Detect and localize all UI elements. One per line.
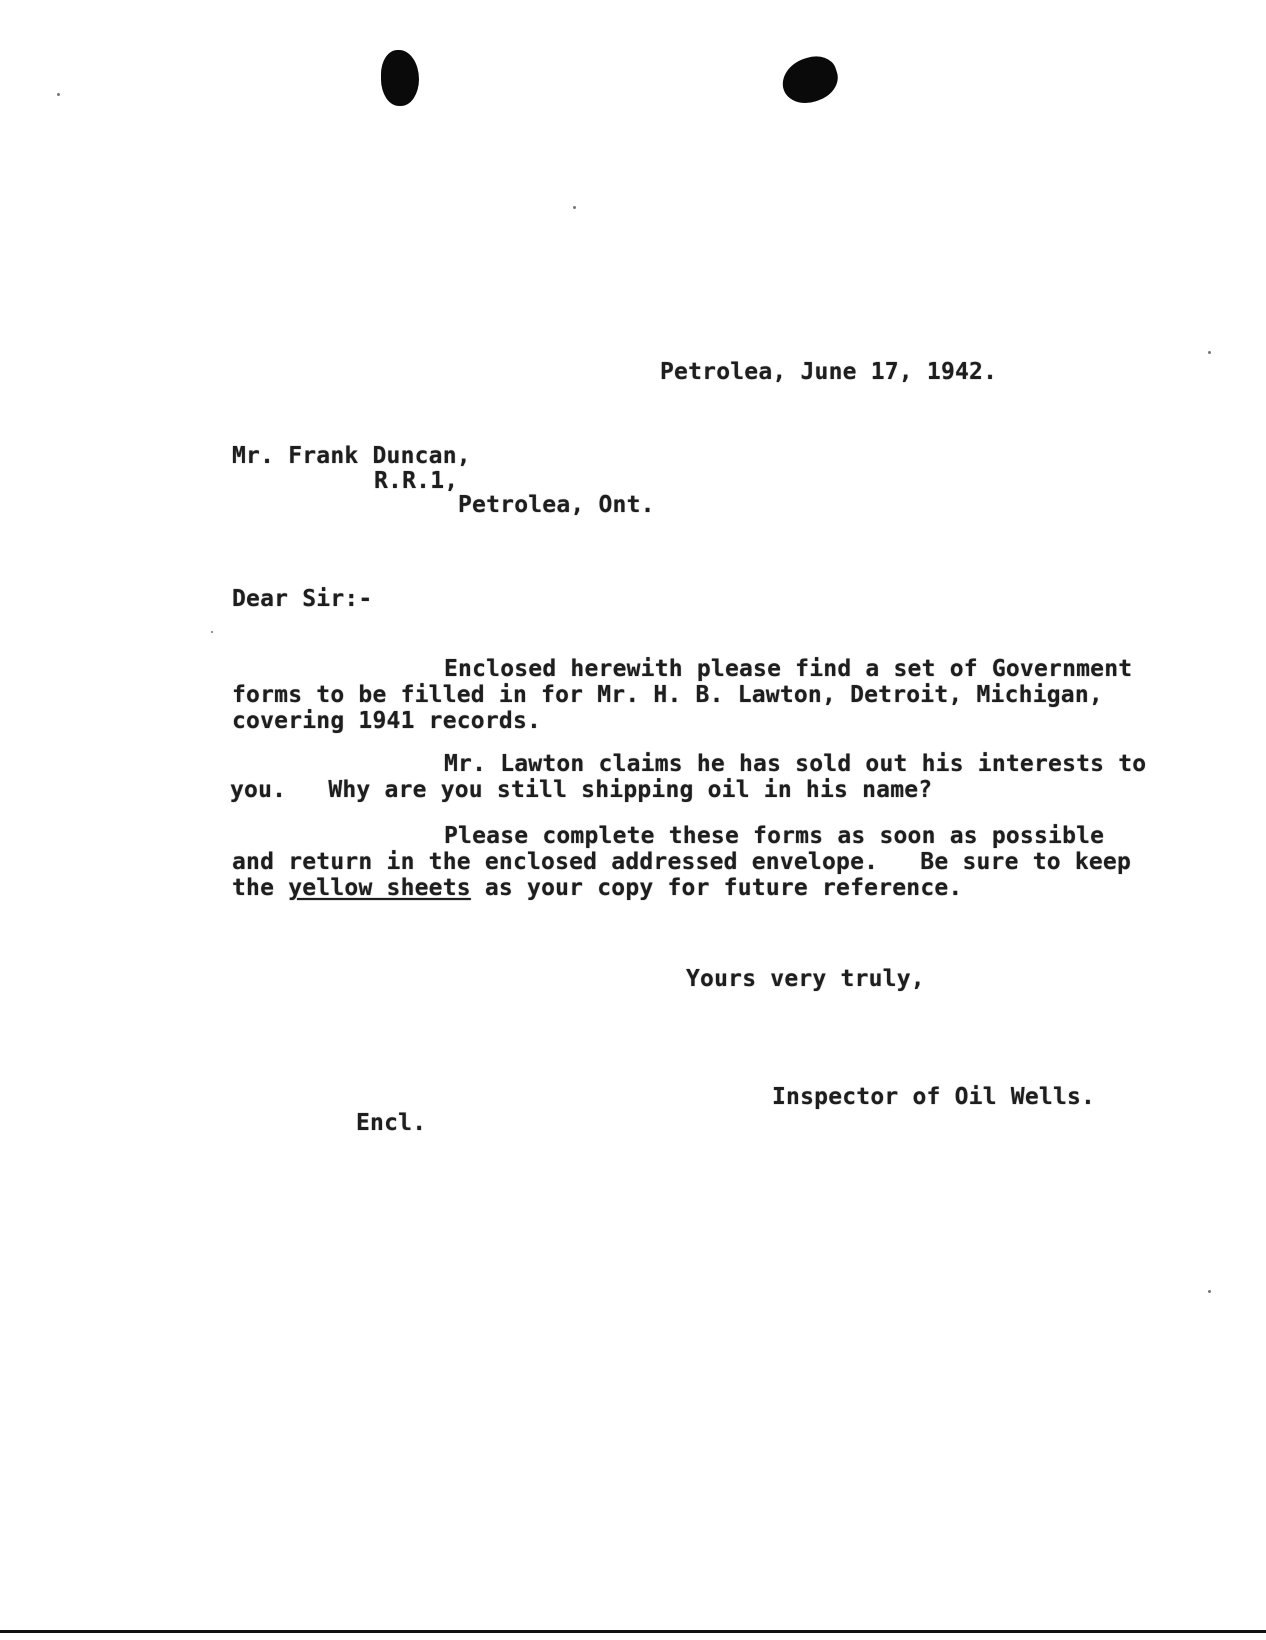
paragraph-1	[232, 656, 1216, 734]
recipient-city: Petrolea, Ont.	[458, 492, 655, 518]
paragraph-2	[230, 751, 1216, 803]
yellow-sheets-underlined: yellow sheets	[288, 875, 471, 901]
punch-hole-left	[381, 50, 419, 106]
scan-speck	[57, 93, 60, 96]
recipient-route: R.R.1,	[374, 468, 459, 494]
scan-speck	[573, 206, 576, 209]
paragraph-3	[232, 823, 1216, 901]
paragraph-3-line-1: Please complete these forms as soon as possible	[444, 823, 1105, 849]
enclosure-notation: Encl.	[356, 1110, 427, 1136]
paragraph-3-line-3-prefix: the	[232, 875, 289, 901]
signature-title: Inspector of Oil Wells.	[772, 1084, 1096, 1110]
scan-bottom-edge	[0, 1630, 1266, 1633]
dateline: Petrolea, June 17, 1942.	[660, 359, 998, 385]
paragraph-2-line-1: Mr. Lawton claims he has sold out his interests to	[444, 751, 1147, 777]
paragraph-3-line-2: and return in the enclosed addressed envelope. Be sure to keep	[232, 849, 1132, 875]
paragraph-3-line-3-suffix: as your copy for future reference.	[470, 875, 963, 901]
paragraph-1-line-2: forms to be filled in for Mr. H. B. Lawton, Detroit, Michigan,	[232, 682, 1103, 708]
paragraph-2-line-2: you. Why are you still shipping oil in his name?	[230, 777, 933, 803]
paragraph-1-line-3: covering 1941 records.	[232, 708, 542, 734]
punch-hole-right	[777, 50, 844, 109]
paragraph-1-line-1: Enclosed herewith please find a set of Government	[444, 656, 1133, 682]
recipient-name: Mr. Frank Duncan,	[232, 443, 471, 469]
salutation: Dear Sir:-	[232, 586, 373, 612]
paragraph-3-line-3	[232, 875, 1212, 901]
scan-speck	[1208, 351, 1211, 354]
closing: Yours very truly,	[686, 966, 925, 992]
scan-speck	[211, 631, 213, 633]
scan-speck	[1208, 1290, 1211, 1293]
